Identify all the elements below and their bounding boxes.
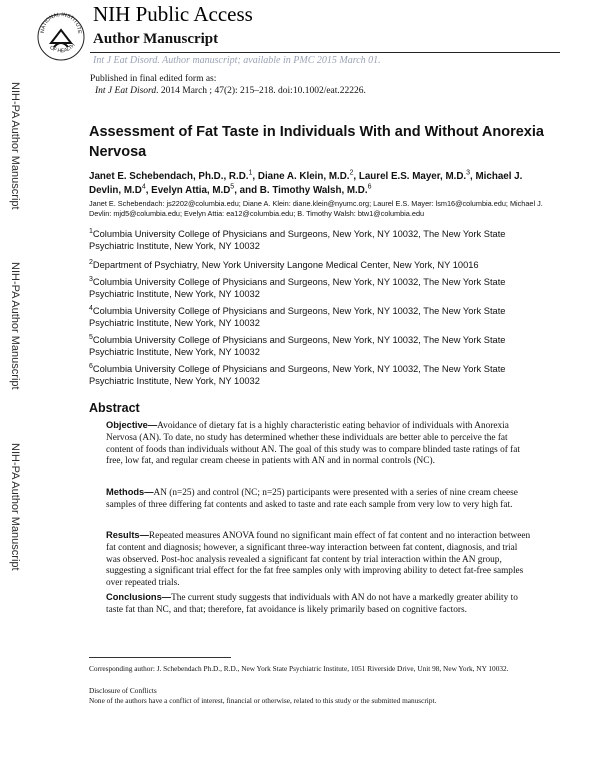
author: Evelyn Attia, $M.D^5$, and: [151, 183, 260, 196]
header-subtitle: Author Manuscript: [93, 31, 219, 47]
abstract-heading: Abstract: [89, 401, 140, 415]
author: Janet E. Schebendach, Ph.D., R.D.$^1$,: [89, 169, 258, 182]
header-title: NIH Public Access: [93, 2, 253, 26]
nih-seal-logo: [36, 3, 86, 73]
author: Michael J. Devlin, $M.D^4$,: [89, 171, 523, 196]
affiliation-4: $^4$Columbia University College of Physicians and Surgeons, New York, NY 10032, The New York State Psychiatric Institute, New York, NY 10032: [89, 304, 506, 328]
journal-citation: [95, 86, 366, 96]
logo-text-bottom: OF HEALTH: [48, 42, 77, 55]
disclosure-heading: Disclosure of Conflicts: [89, 686, 157, 695]
sidebar-label-3: NIH-PA Author Manuscript: [9, 443, 21, 571]
affiliation-2: $^2$Department of Psychiatry, New York University Langone Medical Center, New York, NY 10016: [89, 258, 479, 270]
author: B. Timothy Walsh, M.D.$^6$: [259, 183, 372, 196]
affiliation-6: $^6$Columbia University College of Physicians and Surgeons, New York, NY 10032, The New York State Psychiatric Institute, New York, NY 10032: [89, 362, 506, 386]
abstract-objective: Objective—Avoidance of dietary fat is a highly characteristic eating behavior of individuals with Anorexia Nervosa (AN). To date, no study has determined whether these individuals are better able to perceive the fat content of foods than individuals without AN. The goal of this study was to compare blinded taste ratings of fat free, low fat, and regular cream cheese in patients with AN and in normal controls (NC).: [106, 420, 520, 467]
footnote-divider: [89, 657, 231, 658]
affiliation-1: $^1$Columbia University College of Physicians and Surgeons, New York, NY 10032, The New York State Psychiatric Institute, New York, NY 10032: [89, 227, 506, 251]
logo-text-top: NATIONAL INSTITUTE: [39, 11, 83, 34]
svg-text:NATIONAL INSTITUTES: [36, 3, 82, 34]
disclosure-text: None of the authors have a conflict of interest, financial or otherwise, related to this study or the submitted manuscript.: [89, 696, 437, 705]
journal-name: Int J Eat Disord: [95, 86, 157, 96]
header-citation: Int J Eat Disord. Author manuscript; available in PMC 2015 March 01.: [93, 55, 381, 66]
author: Diane A. Klein, M.D.$^2$,: [257, 169, 359, 182]
journal-details: . 2014 March ; 47(2): 215–218. doi:10.1002/eat.22226.: [156, 86, 366, 96]
header-divider: [90, 52, 560, 53]
affiliation-3: $^3$Columbia University College of Physicians and Surgeons, New York, NY 10032, The New York State Psychiatric Institute, New York, NY 10032: [89, 275, 506, 299]
affiliation-5: $^5$Columbia University College of Physicians and Surgeons, New York, NY 10032, The New York State Psychiatric Institute, New York, NY 10032: [89, 333, 506, 357]
abstract-methods: Methods—AN (n=25) and control (NC; n=25) participants were presented with a series of nine cream cheese samples of three differing fat contents and asked to taste and rate each sample from very low to very high fat.: [106, 487, 518, 510]
author-list: [89, 170, 549, 198]
abstract-conclusions: Conclusions—The current study suggests that individuals with AN do not have a markedly greater ability to taste fat than NC, and that; therefore, fat avoidance is likely primarily based on cognitive factors.: [106, 592, 518, 615]
abstract-results: Results—Repeated measures ANOVA found no significant main effect of fat content and no interaction between fat content and diagnosis; however, a significant three-way interaction between fat content, diagnosis, and trial was observed. Post-hoc analysis revealed a significant fat content by trial interaction within the AN group, suggesting a significant trial effect for the fat free samples only with improving ability to detect fat-free samples over repeated trials.: [106, 530, 531, 589]
sidebar-label-1: NIH-PA Author Manuscript: [9, 82, 21, 210]
corresponding-author: Corresponding author: J. Schebendach Ph.D., R.D., New York State Psychiatric Institute, 1051 Riverside Drive, Unit 98, New York, NY 10032.: [89, 664, 509, 673]
author-emails: Janet E. Schebendach: js2202@columbia.edu; Diane A. Klein: diane.klein@nyumc.org; Laurel E.S. Mayer: lsm16@columbia.edu; Michael J. Devlin: mjd5@columbia.edu; Evelyn Attia: ea12@columbia.edu; B. Timothy Walsh: btw1@columbia.edu: [89, 199, 543, 218]
published-in-line: Published in final edited form as:: [90, 74, 217, 84]
author: Laurel E.S. Mayer, M.D.$^3$,: [358, 169, 476, 182]
sidebar-label-2: NIH-PA Author Manuscript: [9, 262, 21, 390]
article-title: Assessment of Fat Taste in Individuals With and Without Anorexia Nervosa: [89, 124, 544, 160]
